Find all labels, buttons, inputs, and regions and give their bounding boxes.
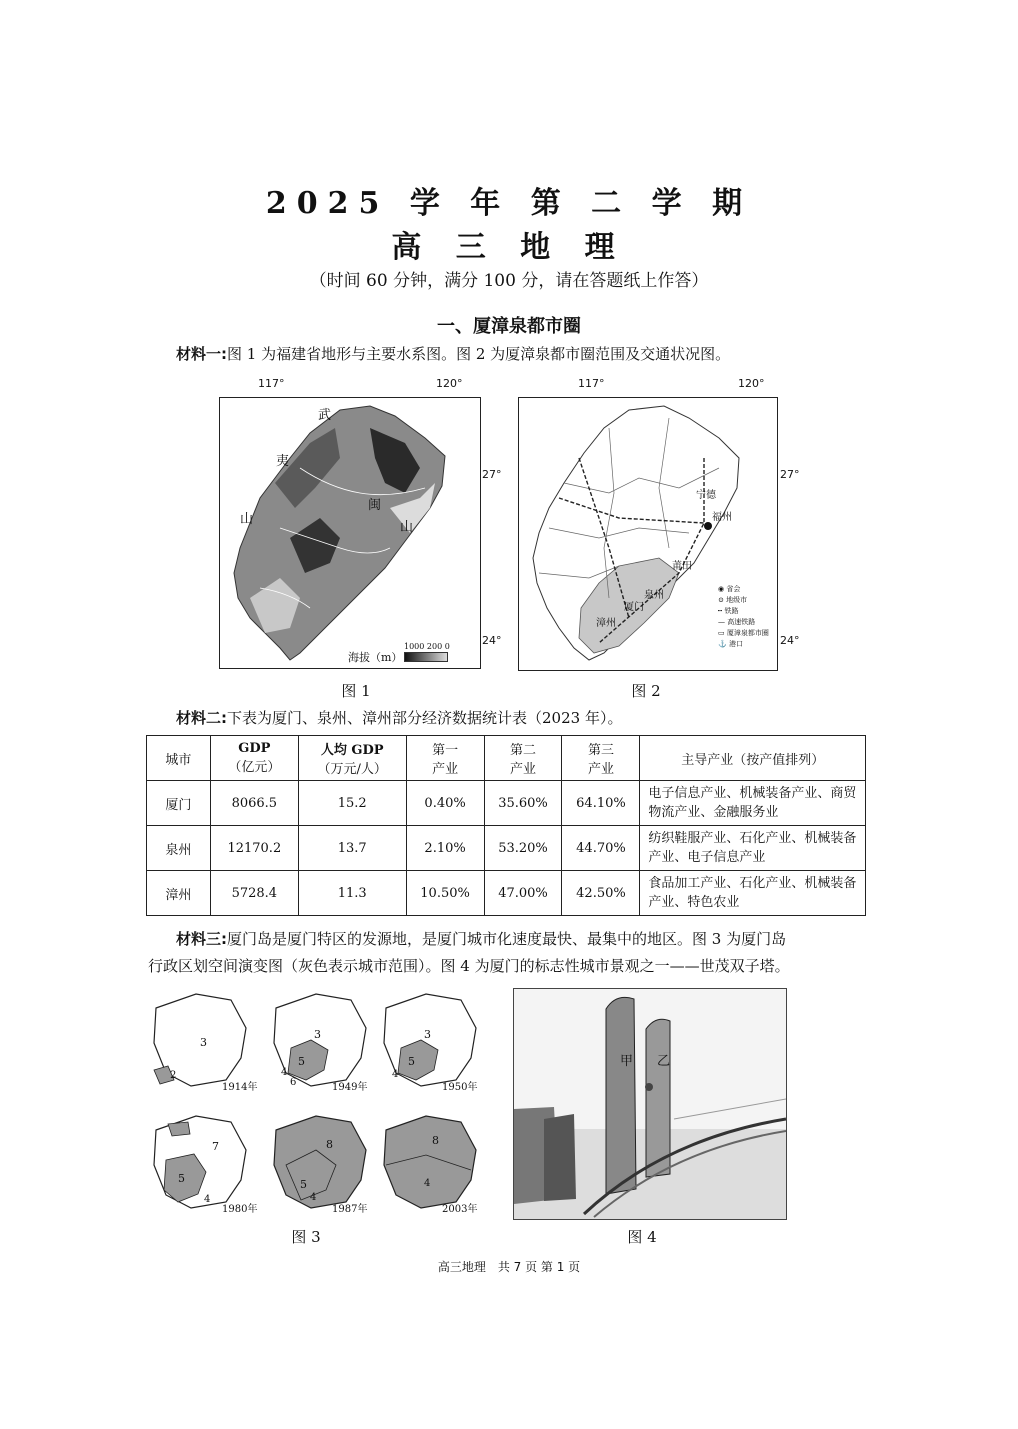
cell-primary: 2.10% [406,826,484,871]
legend-metro: ▭ 厦漳泉都市圈 [718,629,769,637]
city-ningde: 宁德 [696,490,716,501]
material1-label: 材料一: [176,345,227,363]
p1914-label-2: 2 [170,1070,177,1081]
p1950-year: 1950年 [442,1082,478,1093]
panel-1987 [274,1116,366,1208]
figure1-terrain-svg [220,398,480,668]
cell-city: 厦门 [147,781,211,826]
header-gdp: GDP （亿元） [210,736,298,781]
fig1-legend-values: 1000 200 0 [404,642,450,651]
p1987-label-4: 4 [310,1192,317,1203]
mountain-label-shan-2: 山 [400,520,414,535]
table-row [147,871,866,916]
tower-a-label: 甲 [620,1054,634,1069]
figure1-caption: 图 1 [341,682,371,700]
mountain-label-shan: 山 [240,512,254,527]
p1914-label-3: 3 [200,1036,207,1049]
exam-title: 2025 学 年 第 二 学 期 [265,186,753,221]
cell-city: 泉州 [147,826,211,871]
legend-hsr: — 高速铁路 [718,618,756,626]
p2003-label-4: 4 [424,1178,431,1189]
figure4-svg [514,989,786,1219]
material1-paragraph [148,341,878,368]
figure1-map [219,397,481,669]
header-secondary-industry: 第二 产业 [484,736,562,781]
fig2-lat-27: 27° [780,468,800,481]
page-footer: 高三地理 共 7 页 第 1 页 [437,1260,581,1274]
p2003-year: 2003年 [442,1204,478,1215]
economic-data-table [146,735,866,916]
fig2-lon-117: 117° [578,377,605,390]
header-leading-industries: 主导产业（按产值排列） [640,736,866,781]
cell-tertiary: 64.10% [562,781,640,826]
material3-paragraph [148,926,888,980]
p1980-label-7: 7 [212,1140,219,1153]
p1949-label-3: 3 [314,1028,321,1041]
city-fuzhou: 福州 [712,512,732,523]
fig2-lon-120: 120° [738,377,765,390]
fig1-lat-27: 27° [482,468,502,481]
cell-secondary: 53.20% [484,826,562,871]
subject-title: 高 三 地 理 [391,230,627,265]
material2-paragraph [148,705,878,732]
figure2-caption: 图 2 [631,682,661,700]
legend-rail: ┅ 铁路 [718,607,739,615]
city-putian: 莆田 [672,561,692,572]
panel-2003 [384,1116,476,1208]
city-xiamen: 厦门 [624,602,644,613]
material1-text: 图 1 为福建省地形与主要水系图。图 2 为厦漳泉都市圈范围及交通状况图。 [227,345,731,363]
mountain-label-min: 闽 [368,498,382,513]
p2003-label-8: 8 [432,1134,439,1147]
header-gdp-per-capita: 人均 GDP （万元/人） [298,736,406,781]
cell-tertiary: 44.70% [562,826,640,871]
p1950-label-5: 5 [408,1055,415,1068]
tower-b-label: 乙 [657,1054,671,1069]
figure3-panels [146,988,486,1218]
p1980-label-5: 5 [178,1172,185,1185]
p1987-label-5: 5 [300,1178,307,1191]
fig2-lat-24: 24° [780,634,800,647]
header-tertiary-industry: 第三 产业 [562,736,640,781]
table-row [147,781,866,826]
p1980-label-4: 4 [204,1194,211,1205]
cell-secondary: 35.60% [484,781,562,826]
cell-city: 漳州 [147,871,211,916]
table-row [147,826,866,871]
cell-gdp: 12170.2 [210,826,298,871]
figure4-caption: 图 4 [627,1228,657,1246]
material3-text-1: 厦门岛是厦门特区的发源地，是厦门城市化速度最快、最集中的地区。图 3 为厦门岛 [227,930,787,948]
figure4-photo [513,988,787,1220]
figure3-svg [146,988,486,1218]
fig1-lon-117: 117° [258,377,285,390]
legend-capital: ◉ 省会 [718,585,741,593]
cell-gdp: 8066.5 [210,781,298,826]
city-quanzhou: 泉州 [644,590,664,601]
city-zhangzhou: 漳州 [596,618,616,629]
cell-secondary: 47.00% [484,871,562,916]
legend-port: ⚓ 港口 [718,640,743,648]
cell-industries: 纺织鞋服产业、石化产业、机械装备产业、电子信息产业 [640,826,866,871]
p1987-year: 1987年 [332,1204,368,1215]
panel-1980 [154,1116,246,1208]
header-city: 城市 [147,736,211,781]
material3-label: 材料三: [176,930,227,948]
p1949-label-6: 6 [290,1077,297,1088]
p1980-year: 1980年 [222,1204,258,1215]
cell-primary: 10.50% [406,871,484,916]
material3-text-2: 行政区划空间演变图（灰色表示城市范围）。图 4 为厦门的标志性城市景观之一——世茂双子塔。 [148,957,790,975]
mountain-label-yi: 夷 [276,454,290,469]
fig1-lon-120: 120° [436,377,463,390]
table-header-row [147,736,866,781]
p1950-label-3: 3 [424,1028,431,1041]
cell-primary: 0.40% [406,781,484,826]
header-primary-industry: 第一 产业 [406,736,484,781]
material2-label: 材料二: [176,709,227,727]
fig1-lat-24: 24° [482,634,502,647]
legend-city: ⊙ 地级市 [718,596,748,604]
cell-gdp-per-capita: 13.7 [298,826,406,871]
p1949-year: 1949年 [332,1082,368,1093]
p1987-label-8: 8 [326,1138,333,1151]
p1949-label-4: 4 [281,1067,288,1078]
figure3-caption: 图 3 [291,1228,321,1246]
exam-note: （时间 60 分钟，满分 100 分，请在答题纸上作答） [309,271,709,291]
material2-text: 下表为厦门、泉州、漳州部分经济数据统计表（2023 年）。 [227,709,623,727]
fig1-legend-title: 海拔（m） [348,651,403,664]
provincial-capital-marker [704,522,712,530]
section-title: 一、厦漳泉都市圈 [437,316,581,337]
p1949-label-5: 5 [298,1055,305,1068]
cell-industries: 电子信息产业、机械装备产业、商贸物流产业、金融服务业 [640,781,866,826]
p1950-label-4: 4 [392,1069,399,1080]
fig1-legend-bar [404,652,448,662]
p1914-year: 1914年 [222,1082,258,1093]
cell-industries: 食品加工产业、石化产业、机械装备产业、特色农业 [640,871,866,916]
mountain-label-wu: 武 [318,408,332,423]
cell-tertiary: 42.50% [562,871,640,916]
cell-gdp-per-capita: 11.3 [298,871,406,916]
cell-gdp: 5728.4 [210,871,298,916]
cell-gdp-per-capita: 15.2 [298,781,406,826]
figure2-legend [718,584,778,650]
